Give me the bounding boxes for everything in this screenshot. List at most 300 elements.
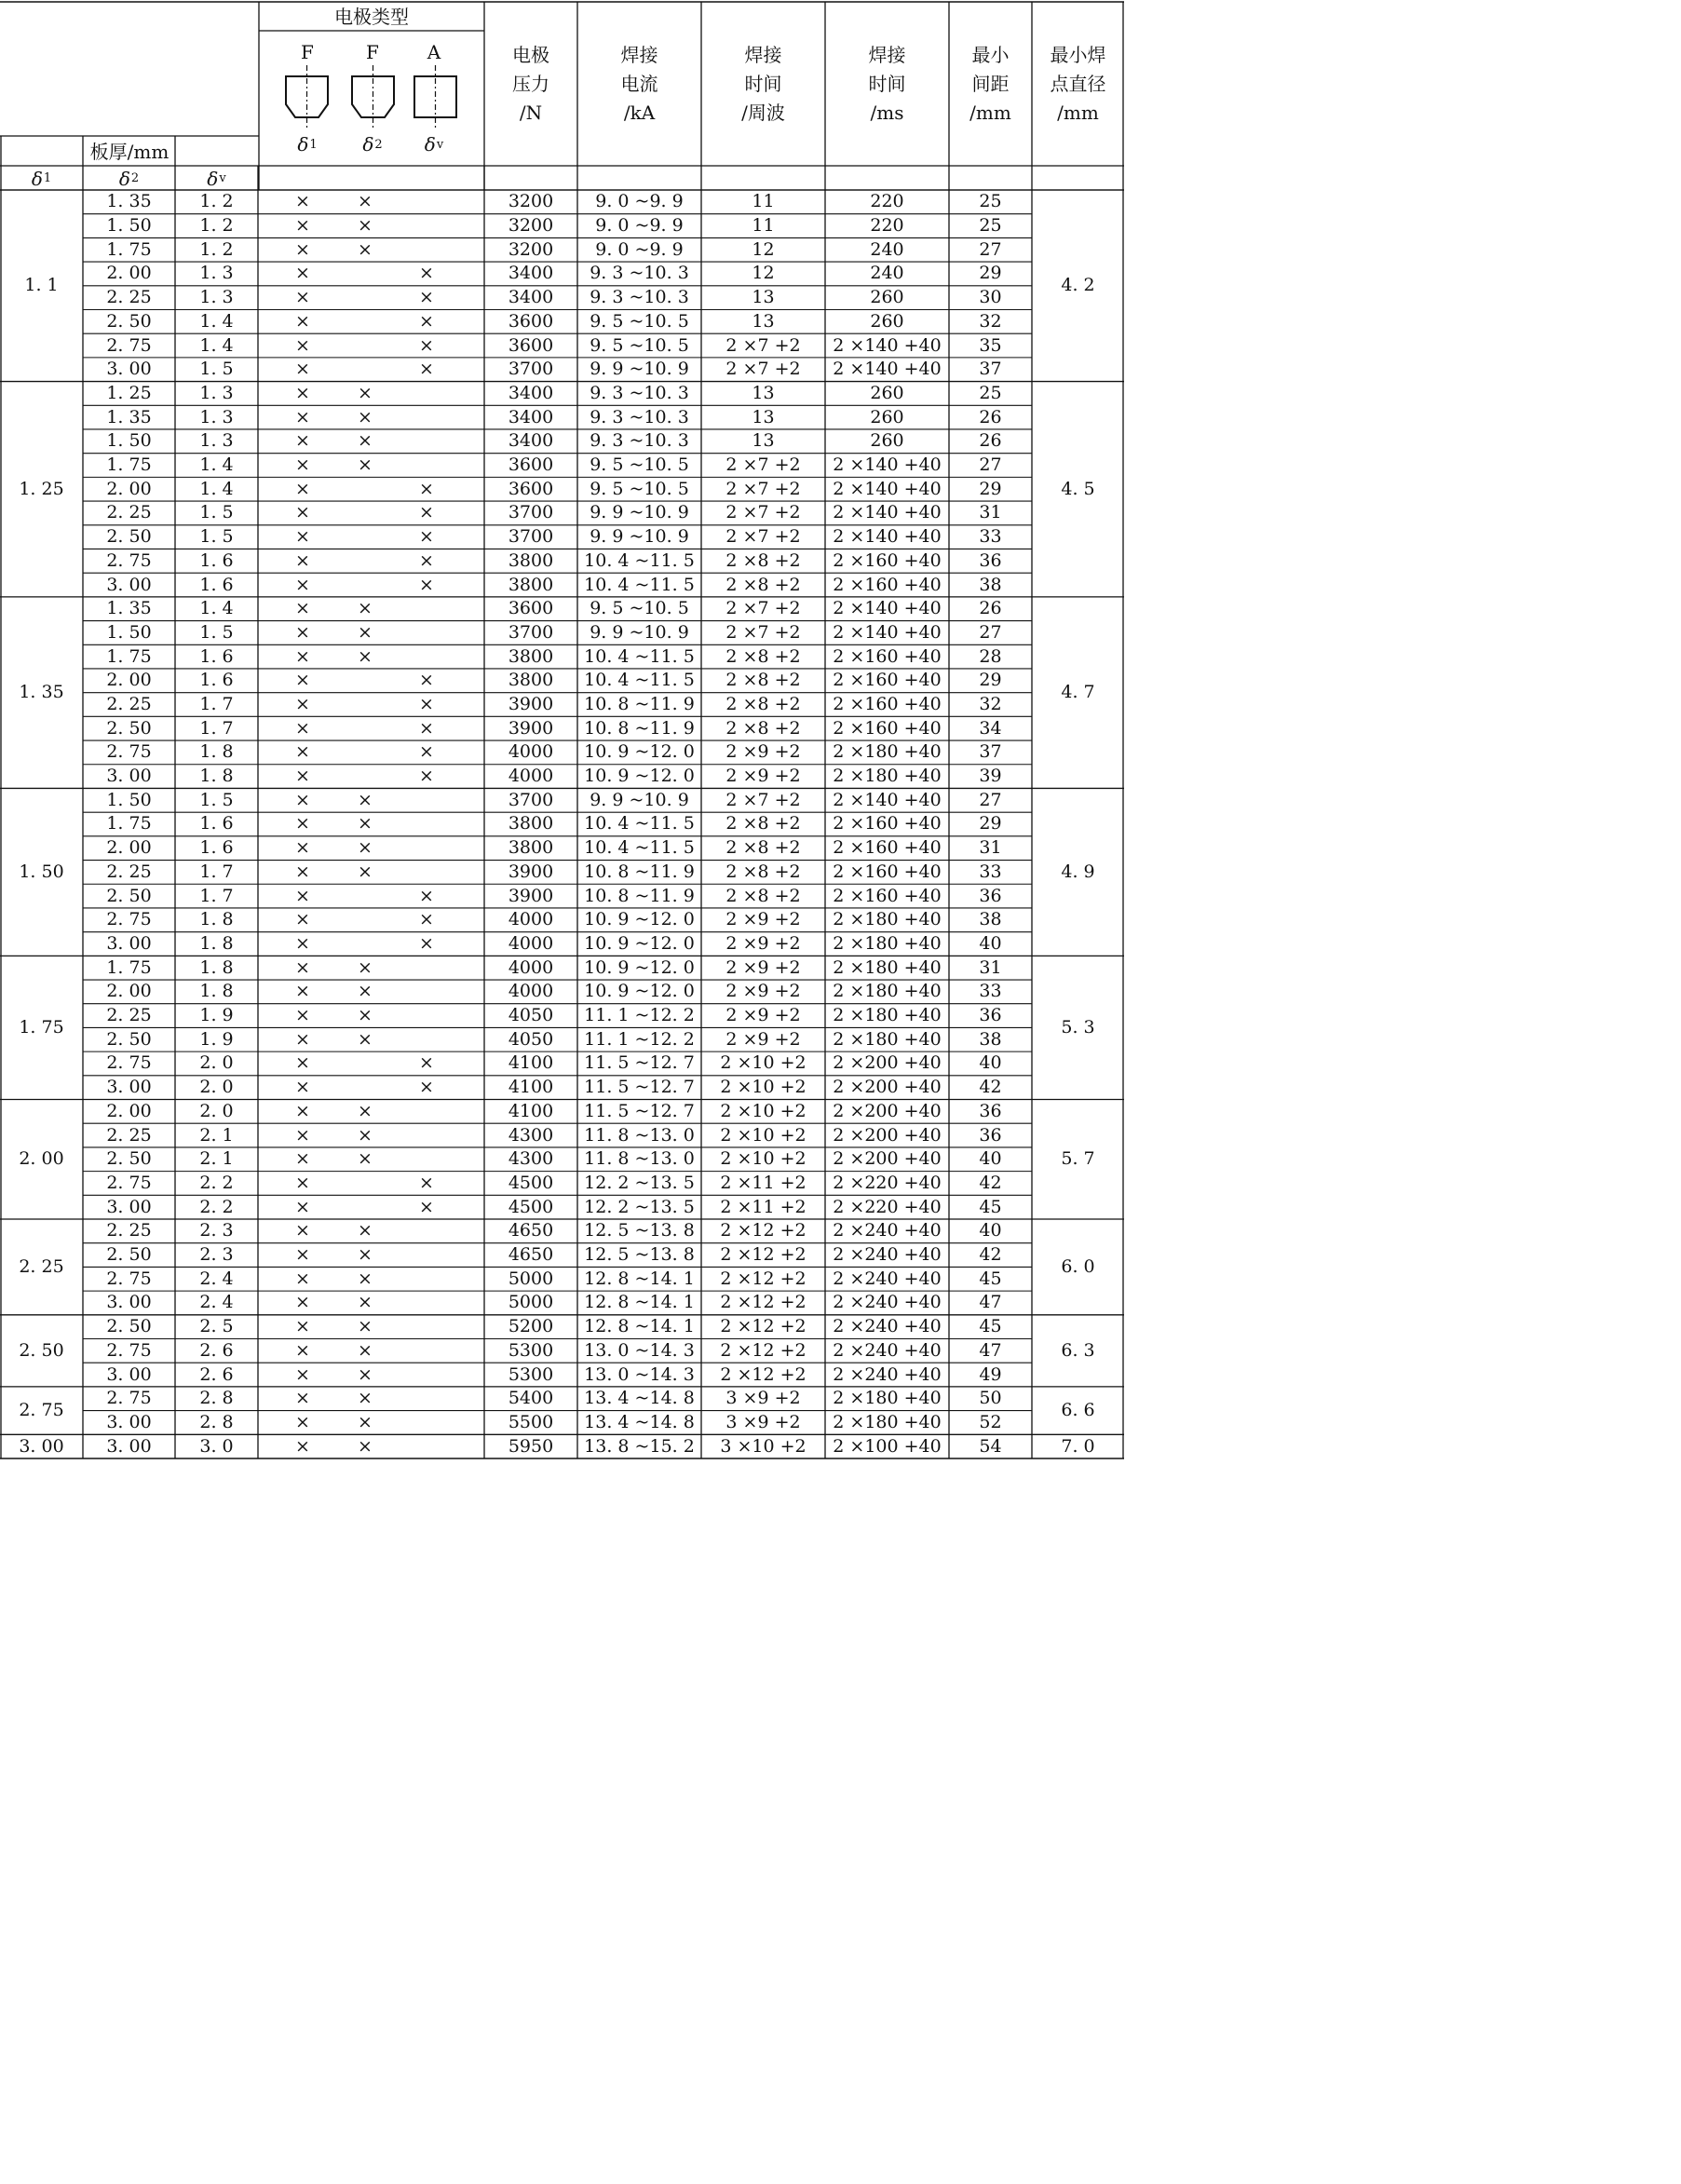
electrode-f1-mark: × xyxy=(295,287,310,308)
thickness-d2-cell: 2. 25 xyxy=(106,287,152,308)
electrode-f1-mark: × xyxy=(295,621,310,643)
thickness-d2-cell: 3. 00 xyxy=(106,1363,152,1385)
electrode-force-cell: 3200 xyxy=(508,238,554,260)
thickness-d2-cell: 1. 75 xyxy=(106,645,152,667)
weld-current-cell: 9. 3 ~10. 3 xyxy=(590,406,689,427)
weld-time-ms-cell: 220 xyxy=(870,215,904,237)
weld-time-cycles-cell: 2 ×7 +2 xyxy=(725,502,801,523)
electrode-a-mark: × xyxy=(419,1172,434,1193)
electrode-f2-mark: × xyxy=(358,382,373,403)
min-spacing-cell: 26 xyxy=(979,430,1002,452)
weld-current-cell: 11. 8 ~13. 0 xyxy=(584,1148,695,1170)
electrode-f1-mark: × xyxy=(295,694,310,714)
weld-time-ms-cell: 2 ×220 +40 xyxy=(833,1196,942,1217)
thickness-dv-cell: 2. 0 xyxy=(199,1077,234,1098)
thickness-dv-cell: 1. 5 xyxy=(199,502,234,523)
weld-time-ms-cell: 2 ×140 +40 xyxy=(833,526,942,548)
weld-time-cycles-cell: 2 ×12 +2 xyxy=(720,1363,807,1385)
weld-time-ms-cell: 2 ×180 +40 xyxy=(833,1411,942,1432)
thickness-d2-cell: 2. 00 xyxy=(106,1100,152,1121)
electrode-force-cell: 3400 xyxy=(508,382,554,403)
thickness-dv-cell: 1. 9 xyxy=(199,1028,234,1050)
electrode-force-cell: 5500 xyxy=(508,1411,554,1432)
thickness-d2-cell: 2. 50 xyxy=(106,310,152,332)
thickness-dv-cell: 1. 3 xyxy=(199,287,234,308)
electrode-force-cell: 4100 xyxy=(508,1077,554,1098)
weld-time-ms-cell: 260 xyxy=(870,287,904,308)
min-spacing-cell: 50 xyxy=(979,1388,1002,1409)
thickness-d2-cell: 2. 75 xyxy=(106,334,152,356)
weld-time-ms-cell: 2 ×180 +40 xyxy=(833,1005,942,1026)
electrode-f1-mark: × xyxy=(295,1077,310,1098)
min-spacing-cell: 27 xyxy=(979,454,1002,476)
electrode-f1-mark: × xyxy=(295,1411,310,1432)
weld-time-ms-cell: 2 ×220 +40 xyxy=(833,1172,942,1193)
weld-current-cell: 9. 9 ~10. 9 xyxy=(590,621,689,643)
electrode-f1-mark: × xyxy=(295,1339,310,1361)
electrode-a-mark: × xyxy=(419,359,434,380)
weld-time-cycles-cell: 2 ×10 +2 xyxy=(720,1100,807,1121)
weld-current-cell: 9. 9 ~10. 9 xyxy=(590,359,689,380)
electrode-f1-mark: × xyxy=(295,885,310,906)
thickness-dv-cell: 2. 2 xyxy=(199,1196,234,1217)
min-nugget-header: 最小焊 点直径 /mm xyxy=(1050,44,1106,124)
thickness-d2-cell: 2. 50 xyxy=(106,1028,152,1050)
electrode-f2-mark: × xyxy=(358,1435,373,1457)
electrode-force-cell: 3700 xyxy=(508,526,554,548)
electrode-force-cell: 4500 xyxy=(508,1196,554,1217)
electrode-f1-mark: × xyxy=(295,1148,310,1170)
weld-current-cell: 12. 5 ~13. 8 xyxy=(584,1220,695,1241)
thickness-dv-cell: 1. 8 xyxy=(199,932,234,954)
weld-time-cycles-cell: 2 ×9 +2 xyxy=(725,956,801,978)
weld-current-cell: 9. 5 ~10. 5 xyxy=(590,598,689,619)
thickness-dv-cell: 1. 3 xyxy=(199,382,234,403)
thickness-dv-cell: 1. 8 xyxy=(199,766,234,787)
min-spacing-cell: 54 xyxy=(979,1435,1002,1457)
electrode-force-cell: 5400 xyxy=(508,1388,554,1409)
electrode-letter-f1: F xyxy=(301,41,314,63)
thickness-dv-cell: 2. 4 xyxy=(199,1292,234,1313)
min-nugget-cell: 5. 3 xyxy=(1061,1016,1095,1038)
electrode-f1-mark: × xyxy=(295,1052,310,1074)
electrode-f2-mark: × xyxy=(358,789,373,810)
thickness-d2-cell: 1. 35 xyxy=(106,598,152,619)
thickness-col-d1: δ 1 xyxy=(31,167,52,190)
weld-time-ms-cell: 2 ×140 +40 xyxy=(833,598,942,619)
electrode-force-cell: 5300 xyxy=(508,1339,554,1361)
electrode-f1-mark: × xyxy=(295,1363,310,1385)
electrode-f2-mark: × xyxy=(358,621,373,643)
thickness-dv-cell: 2. 6 xyxy=(199,1363,234,1385)
electrode-f1-mark: × xyxy=(295,741,310,763)
electrode-thickness-label-2: δ 2 xyxy=(362,133,383,156)
electrode-f2-mark: × xyxy=(358,1339,373,1361)
electrode-a-mark: × xyxy=(419,287,434,308)
electrode-f1-mark: × xyxy=(295,574,310,595)
thickness-dv-cell: 2. 8 xyxy=(199,1388,234,1409)
thickness-d2-cell: 2. 00 xyxy=(106,478,152,499)
weld-time-cycles-cell: 2 ×7 +2 xyxy=(725,454,801,476)
thickness-d2-cell: 1. 50 xyxy=(106,621,152,643)
weld-time-cycles-cell: 2 ×9 +2 xyxy=(725,766,801,787)
thickness-d2-cell: 1. 75 xyxy=(106,238,152,260)
min-nugget-cell: 6. 3 xyxy=(1061,1339,1095,1361)
electrode-f2-mark: × xyxy=(358,956,373,978)
min-nugget-cell: 6. 0 xyxy=(1061,1255,1095,1277)
electrode-force-cell: 3600 xyxy=(508,598,554,619)
electrode-force-cell: 3700 xyxy=(508,502,554,523)
weld-current-cell: 10. 4 ~11. 5 xyxy=(584,837,695,859)
weld-current-cell: 10. 9 ~12. 0 xyxy=(584,956,695,978)
electrode-f2-mark: × xyxy=(358,1100,373,1121)
electrode-force-cell: 5950 xyxy=(508,1435,554,1457)
min-spacing-cell: 36 xyxy=(979,1100,1002,1121)
electrode-force-cell: 5200 xyxy=(508,1316,554,1337)
electrode-f2-mark: × xyxy=(358,861,373,882)
electrode-thickness-label-1: δ 1 xyxy=(297,133,318,156)
weld-time-ms-cell: 2 ×240 +40 xyxy=(833,1220,942,1241)
min-spacing-cell: 29 xyxy=(979,670,1002,691)
weld-time-ms-cell: 260 xyxy=(870,430,904,452)
thickness-d2-cell: 2. 25 xyxy=(106,1220,152,1241)
weld-time-ms-cell: 240 xyxy=(870,263,904,284)
electrode-f2-mark: × xyxy=(358,238,373,260)
electrode-thickness-label-v: δ v xyxy=(424,133,444,156)
weld-time-cycles-cell: 2 ×8 +2 xyxy=(725,837,801,859)
welding-parameter-table xyxy=(0,0,1124,1460)
min-spacing-cell: 45 xyxy=(979,1196,1002,1217)
weld-time-cycles-cell: 13 xyxy=(752,430,775,452)
thickness-d2-cell: 2. 25 xyxy=(106,861,152,882)
weld-time-ms-cell: 2 ×180 +40 xyxy=(833,909,942,930)
thickness-d1-cell: 1. 25 xyxy=(19,478,64,499)
weld-time-cycles-header: 焊接 时间 /周波 xyxy=(741,44,785,124)
electrode-f2-mark: × xyxy=(358,1005,373,1026)
electrode-f1-mark: × xyxy=(295,1268,310,1289)
weld-current-cell: 11. 5 ~12. 7 xyxy=(584,1052,695,1074)
min-spacing-cell: 26 xyxy=(979,598,1002,619)
weld-current-cell: 9. 0 ~9. 9 xyxy=(595,238,684,260)
weld-current-cell: 12. 8 ~14. 1 xyxy=(584,1268,695,1289)
weld-current-cell: 10. 4 ~11. 5 xyxy=(584,645,695,667)
electrode-f1-mark: × xyxy=(295,1435,310,1457)
weld-current-cell: 13. 4 ~14. 8 xyxy=(584,1388,695,1409)
electrode-f1-mark: × xyxy=(295,430,310,452)
weld-time-cycles-cell: 2 ×12 +2 xyxy=(720,1339,807,1361)
min-spacing-header: 最小 间距 /mm xyxy=(969,44,1011,124)
thickness-dv-cell: 1. 3 xyxy=(199,406,234,427)
thickness-dv-cell: 1. 4 xyxy=(199,478,234,499)
thickness-d2-cell: 3. 00 xyxy=(106,766,152,787)
weld-time-ms-cell: 2 ×180 +40 xyxy=(833,1388,942,1409)
electrode-force-cell: 4650 xyxy=(508,1244,554,1266)
thickness-dv-cell: 2. 4 xyxy=(199,1268,234,1289)
electrode-f2-mark: × xyxy=(358,215,373,237)
thickness-dv-cell: 1. 4 xyxy=(199,334,234,356)
thickness-col-d2: δ 2 xyxy=(118,167,140,190)
thickness-d2-cell: 3. 00 xyxy=(106,1435,152,1457)
thickness-d2-cell: 2. 25 xyxy=(106,1124,152,1146)
thickness-dv-cell: 2. 2 xyxy=(199,1172,234,1193)
min-spacing-cell: 29 xyxy=(979,263,1002,284)
weld-time-cycles-cell: 2 ×12 +2 xyxy=(720,1220,807,1241)
thickness-d2-cell: 3. 00 xyxy=(106,359,152,380)
electrode-a-mark: × xyxy=(419,885,434,906)
weld-time-cycles-cell: 11 xyxy=(752,191,775,212)
electrode-f1-mark: × xyxy=(295,598,310,619)
weld-time-ms-cell: 2 ×160 +40 xyxy=(833,670,942,691)
weld-time-ms-cell: 260 xyxy=(870,310,904,332)
electrode-f1-mark: × xyxy=(295,526,310,548)
electrode-a-mark: × xyxy=(419,670,434,691)
weld-current-cell: 10. 4 ~11. 5 xyxy=(584,549,695,571)
electrode-force-cell: 3600 xyxy=(508,478,554,499)
thickness-d2-cell: 2. 00 xyxy=(106,837,152,859)
weld-current-cell: 10. 4 ~11. 5 xyxy=(584,813,695,834)
min-spacing-cell: 30 xyxy=(979,287,1002,308)
thickness-dv-cell: 2. 8 xyxy=(199,1411,234,1432)
weld-current-cell: 12. 8 ~14. 1 xyxy=(584,1292,695,1313)
weld-time-cycles-cell: 2 ×10 +2 xyxy=(720,1124,807,1146)
weld-time-cycles-cell: 2 ×9 +2 xyxy=(725,932,801,954)
min-spacing-cell: 38 xyxy=(979,574,1002,595)
weld-time-ms-cell: 2 ×140 +40 xyxy=(833,621,942,643)
min-spacing-cell: 40 xyxy=(979,932,1002,954)
min-spacing-cell: 33 xyxy=(979,981,1002,1002)
electrode-f1-mark: × xyxy=(295,310,310,332)
electrode-force-header: 电极 压力 /N xyxy=(512,44,549,124)
thickness-d2-cell: 2. 00 xyxy=(106,263,152,284)
thickness-dv-cell: 1. 7 xyxy=(199,861,234,882)
electrode-f1-mark: × xyxy=(295,1292,310,1313)
weld-current-cell: 9. 5 ~10. 5 xyxy=(590,454,689,476)
weld-time-ms-cell: 2 ×140 +40 xyxy=(833,334,942,356)
weld-current-cell: 11. 8 ~13. 0 xyxy=(584,1124,695,1146)
thickness-d1-cell: 2. 00 xyxy=(19,1148,64,1170)
min-spacing-cell: 27 xyxy=(979,621,1002,643)
min-spacing-cell: 40 xyxy=(979,1052,1002,1074)
thickness-d2-cell: 1. 35 xyxy=(106,406,152,427)
min-spacing-cell: 37 xyxy=(979,359,1002,380)
electrode-f1-mark: × xyxy=(295,502,310,523)
electrode-force-cell: 3600 xyxy=(508,454,554,476)
thickness-dv-cell: 1. 4 xyxy=(199,598,234,619)
weld-time-ms-cell: 2 ×160 +40 xyxy=(833,717,942,739)
weld-time-cycles-cell: 2 ×9 +2 xyxy=(725,1005,801,1026)
weld-time-cycles-cell: 2 ×7 +2 xyxy=(725,478,801,499)
electrode-f1-mark: × xyxy=(295,1005,310,1026)
electrode-a-mark: × xyxy=(419,1077,434,1098)
thickness-dv-cell: 2. 1 xyxy=(199,1148,234,1170)
thickness-d2-cell: 2. 75 xyxy=(106,549,152,571)
weld-time-ms-cell: 2 ×240 +40 xyxy=(833,1292,942,1313)
electrode-a-mark: × xyxy=(419,1196,434,1217)
electrode-force-cell: 3700 xyxy=(508,359,554,380)
weld-time-ms-cell: 2 ×160 +40 xyxy=(833,549,942,571)
weld-current-cell: 12. 2 ~13. 5 xyxy=(584,1196,695,1217)
weld-time-ms-cell: 2 ×160 +40 xyxy=(833,837,942,859)
weld-current-cell: 11. 5 ~12. 7 xyxy=(584,1077,695,1098)
electrode-f1-mark: × xyxy=(295,670,310,691)
weld-time-cycles-cell: 2 ×7 +2 xyxy=(725,359,801,380)
min-nugget-cell: 7. 0 xyxy=(1061,1435,1095,1457)
min-spacing-cell: 36 xyxy=(979,1005,1002,1026)
thickness-d2-cell: 1. 35 xyxy=(106,191,152,212)
electrode-force-cell: 3400 xyxy=(508,287,554,308)
electrode-f2-mark: × xyxy=(358,1244,373,1266)
weld-time-ms-cell: 220 xyxy=(870,191,904,212)
min-spacing-cell: 37 xyxy=(979,741,1002,763)
thickness-d2-cell: 1. 50 xyxy=(106,430,152,452)
electrode-f2-mark: × xyxy=(358,454,373,476)
min-spacing-cell: 27 xyxy=(979,238,1002,260)
electrode-force-cell: 4100 xyxy=(508,1100,554,1121)
weld-time-cycles-cell: 2 ×9 +2 xyxy=(725,909,801,930)
thickness-d2-cell: 2. 50 xyxy=(106,1148,152,1170)
weld-time-cycles-cell: 2 ×12 +2 xyxy=(720,1292,807,1313)
electrode-f1-mark: × xyxy=(295,1100,310,1121)
electrode-a-mark: × xyxy=(419,310,434,332)
thickness-dv-cell: 2. 1 xyxy=(199,1124,234,1146)
weld-time-ms-cell: 2 ×160 +40 xyxy=(833,813,942,834)
weld-time-ms-cell: 260 xyxy=(870,382,904,403)
weld-time-cycles-cell: 3 ×9 +2 xyxy=(725,1388,801,1409)
electrode-f1-mark: × xyxy=(295,1172,310,1193)
weld-time-ms-cell: 2 ×200 +40 xyxy=(833,1052,942,1074)
electrode-f1-mark: × xyxy=(295,382,310,403)
thickness-d2-cell: 1. 75 xyxy=(106,813,152,834)
weld-time-cycles-cell: 2 ×12 +2 xyxy=(720,1244,807,1266)
electrode-a-mark: × xyxy=(419,932,434,954)
electrode-f1-mark: × xyxy=(295,645,310,667)
weld-current-cell: 12. 8 ~14. 1 xyxy=(584,1316,695,1337)
electrode-f1-mark: × xyxy=(295,215,310,237)
thickness-d2-cell: 2. 50 xyxy=(106,1244,152,1266)
thickness-d2-cell: 2. 50 xyxy=(106,885,152,906)
electrode-f2-mark: × xyxy=(358,430,373,452)
weld-current-cell: 13. 8 ~15. 2 xyxy=(584,1435,695,1457)
electrode-f2-mark: × xyxy=(358,813,373,834)
electrode-f2-mark: × xyxy=(358,645,373,667)
weld-current-cell: 9. 5 ~10. 5 xyxy=(590,478,689,499)
thickness-dv-cell: 2. 3 xyxy=(199,1244,234,1266)
electrode-f1-mark: × xyxy=(295,909,310,930)
electrode-f1-mark: × xyxy=(295,454,310,476)
thickness-d1-cell: 1. 75 xyxy=(19,1016,64,1038)
thickness-dv-cell: 3. 0 xyxy=(199,1435,234,1457)
electrode-force-cell: 3400 xyxy=(508,430,554,452)
weld-time-cycles-cell: 2 ×8 +2 xyxy=(725,861,801,882)
weld-current-cell: 13. 0 ~14. 3 xyxy=(584,1339,695,1361)
weld-current-cell: 12. 2 ~13. 5 xyxy=(584,1172,695,1193)
electrode-force-cell: 3800 xyxy=(508,549,554,571)
weld-current-cell: 10. 9 ~12. 0 xyxy=(584,909,695,930)
electrode-force-cell: 4500 xyxy=(508,1172,554,1193)
weld-time-cycles-cell: 2 ×7 +2 xyxy=(725,621,801,643)
electrode-f1-mark: × xyxy=(295,1220,310,1241)
electrode-f1-mark: × xyxy=(295,191,310,212)
thickness-d1-cell: 2. 25 xyxy=(19,1255,64,1277)
thickness-d2-cell: 3. 00 xyxy=(106,932,152,954)
electrode-a-mark: × xyxy=(419,526,434,548)
weld-current-cell: 10. 8 ~11. 9 xyxy=(584,694,695,714)
weld-time-ms-cell: 2 ×240 +40 xyxy=(833,1316,942,1337)
electrode-force-cell: 3800 xyxy=(508,837,554,859)
weld-current-cell: 9. 9 ~10. 9 xyxy=(590,526,689,548)
min-spacing-cell: 29 xyxy=(979,478,1002,499)
weld-current-cell: 9. 3 ~10. 3 xyxy=(590,382,689,403)
min-spacing-cell: 40 xyxy=(979,1220,1002,1241)
electrode-force-cell: 4300 xyxy=(508,1124,554,1146)
weld-current-cell: 9. 3 ~10. 3 xyxy=(590,287,689,308)
min-spacing-cell: 38 xyxy=(979,1028,1002,1050)
min-nugget-cell: 5. 7 xyxy=(1061,1148,1095,1170)
weld-current-cell: 9. 3 ~10. 3 xyxy=(590,263,689,284)
weld-current-cell: 10. 9 ~12. 0 xyxy=(584,932,695,954)
thickness-d2-cell: 2. 75 xyxy=(106,1172,152,1193)
electrode-a-mark: × xyxy=(419,694,434,714)
electrode-force-cell: 3900 xyxy=(508,885,554,906)
weld-time-ms-cell: 2 ×140 +40 xyxy=(833,478,942,499)
thickness-d1-cell: 1. 50 xyxy=(19,861,64,882)
electrode-f1-mark: × xyxy=(295,1124,310,1146)
electrode-force-cell: 3700 xyxy=(508,789,554,810)
electrode-force-cell: 4650 xyxy=(508,1220,554,1241)
weld-time-ms-cell: 2 ×240 +40 xyxy=(833,1339,942,1361)
thickness-dv-cell: 1. 5 xyxy=(199,789,234,810)
electrode-a-mark: × xyxy=(419,909,434,930)
thickness-dv-cell: 1. 8 xyxy=(199,956,234,978)
min-spacing-cell: 49 xyxy=(979,1363,1002,1385)
weld-time-cycles-cell: 2 ×8 +2 xyxy=(725,574,801,595)
electrode-letter-a: A xyxy=(427,41,441,63)
electrode-f2-mark: × xyxy=(358,1028,373,1050)
weld-time-ms-cell: 2 ×140 +40 xyxy=(833,789,942,810)
min-spacing-cell: 47 xyxy=(979,1339,1002,1361)
min-spacing-cell: 42 xyxy=(979,1244,1002,1266)
weld-current-cell: 10. 9 ~12. 0 xyxy=(584,741,695,763)
thickness-dv-cell: 1. 5 xyxy=(199,526,234,548)
min-spacing-cell: 36 xyxy=(979,885,1002,906)
thickness-d2-cell: 3. 00 xyxy=(106,1411,152,1432)
thickness-col-dv: δ v xyxy=(207,167,226,190)
electrode-force-cell: 3900 xyxy=(508,861,554,882)
weld-time-cycles-cell: 2 ×7 +2 xyxy=(725,598,801,619)
electrode-force-cell: 4100 xyxy=(508,1052,554,1074)
min-nugget-cell: 4. 2 xyxy=(1061,275,1095,296)
electrode-f2-mark: × xyxy=(358,598,373,619)
thickness-dv-cell: 1. 3 xyxy=(199,263,234,284)
weld-time-cycles-cell: 2 ×8 +2 xyxy=(725,670,801,691)
min-spacing-cell: 28 xyxy=(979,645,1002,667)
min-spacing-cell: 25 xyxy=(979,215,1002,237)
min-spacing-cell: 32 xyxy=(979,310,1002,332)
electrode-force-cell: 4000 xyxy=(508,956,554,978)
thickness-dv-cell: 2. 0 xyxy=(199,1052,234,1074)
electrode-f2-mark: × xyxy=(358,406,373,427)
weld-time-cycles-cell: 2 ×8 +2 xyxy=(725,694,801,714)
thickness-d2-cell: 2. 75 xyxy=(106,1339,152,1361)
weld-time-cycles-cell: 13 xyxy=(752,310,775,332)
electrode-f1-mark: × xyxy=(295,837,310,859)
electrode-a-mark: × xyxy=(419,766,434,787)
weld-current-cell: 9. 9 ~10. 9 xyxy=(590,502,689,523)
electrode-force-cell: 3600 xyxy=(508,310,554,332)
weld-time-ms-cell: 2 ×140 +40 xyxy=(833,359,942,380)
electrode-f1-mark: × xyxy=(295,766,310,787)
thickness-d2-cell: 3. 00 xyxy=(106,574,152,595)
